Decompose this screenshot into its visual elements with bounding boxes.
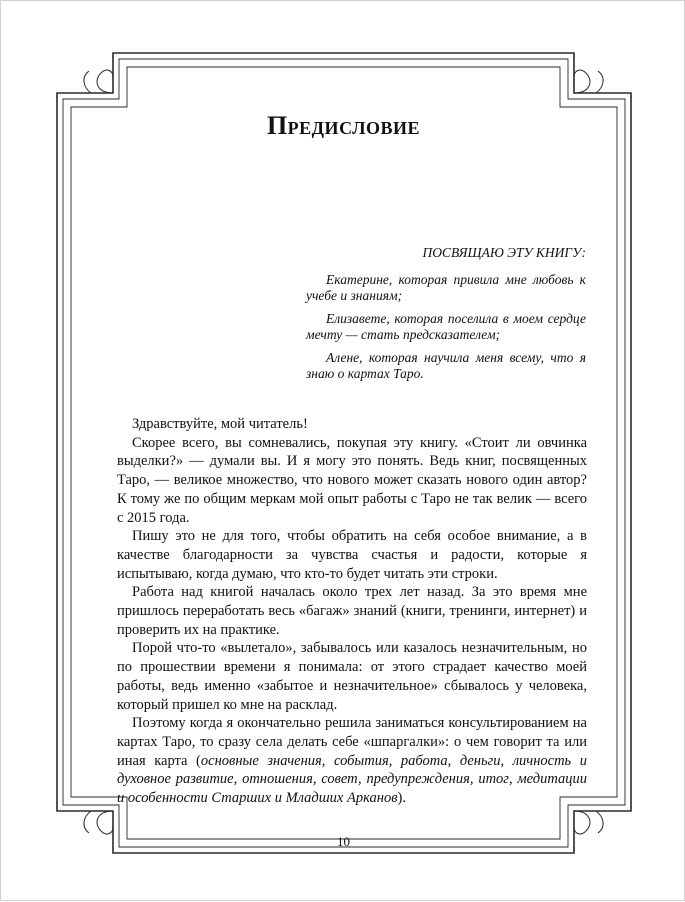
paragraph-tail: ). xyxy=(397,790,406,807)
dedication-item: Алене, которая научила меня всему, что я знаю о картах Таро. xyxy=(306,349,586,381)
dedication-heading: ПОСВЯЩАЮ ЭТУ КНИГУ: xyxy=(422,245,586,260)
paragraph: Работа над книгой началась около трех лет назад. За это время мне пришлось переработать весь «багаж» знаний (книги, тренинги, интернет) и проверить их на практике. xyxy=(117,584,587,638)
paragraph-last xyxy=(117,714,587,808)
paragraph: Порой что-то «вылетало», забывалось или казалось незначительным, но по прошествии времени я понимала: от этого страдает качество моей работы, ведь именно «забытое и незначительное» сбывалось у человека, который пришел ко мне на расклад. xyxy=(117,640,587,713)
dedication-item: Екатерине, которая привила мне любовь к учебе и знаниям; xyxy=(306,271,586,303)
paragraph-lead: Поэтому когда я окончательно решила заниматься консультированием на картах Таро, то сразу села делать себе «шпаргалки»: о чем говорит та или иная карта ( xyxy=(117,715,587,769)
dedication-block xyxy=(306,245,586,389)
paragraph: Здравствуйте, мой читатель! xyxy=(132,416,308,432)
paragraph: Пишу это не для того, чтобы обратить на себя особое внимание, а в качестве благодарности за чувства счастья и радости, которые я испытываю, когда думаю, что кто-то будет читать эти строки. xyxy=(117,528,587,582)
page-title: Предисловие xyxy=(266,111,421,140)
body-text xyxy=(117,415,587,808)
paragraph-italic-list: основные значения, события, работа, деньги, личность и духовное развитие, отношения, совет, предупреждения, итог, медитации и особенности Старших и Младших Арканов xyxy=(117,752,587,807)
paragraph: Скорее всего, вы сомневались, покупая эту книгу. «Стоит ли овчинка выделки?» — думали вы. И я могу это понять. Ведь книг, посвященных Таро, — великое множество, что нового может сказать нового один автор? К тому же по общим меркам мой опыт работы с Таро не так велик — всего с 2015 года. xyxy=(117,434,587,526)
dedication-item: Елизавете, которая поселила в моем сердце мечту — стать предсказателем; xyxy=(306,310,586,342)
page-number: 10 xyxy=(337,834,350,849)
